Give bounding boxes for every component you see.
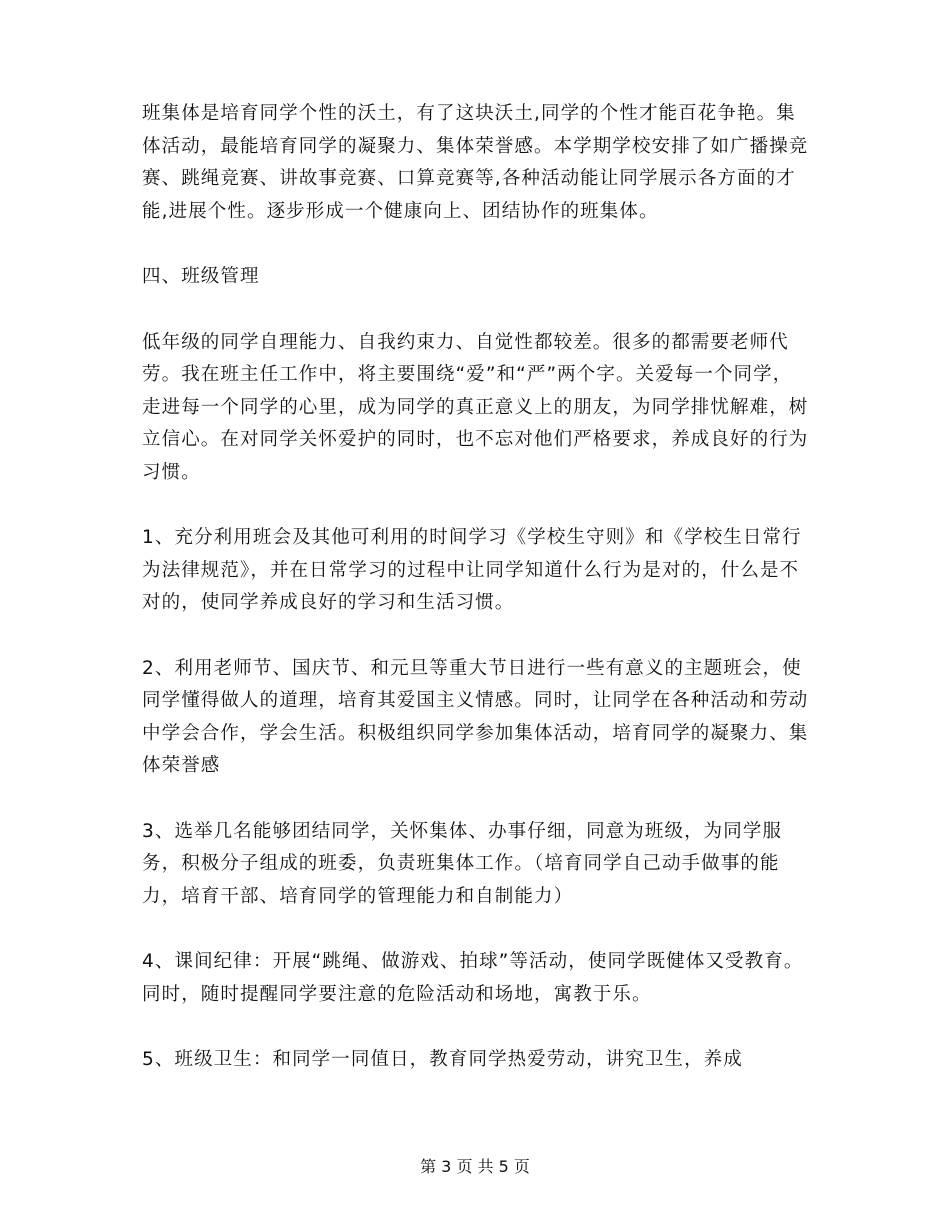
list-item-5: 5、班级卫生：和同学一同值日，教育同学热爱劳动，讲究卫生，养成 — [142, 1049, 743, 1070]
list-item-3: 3、选举几名能够团结同学，关怀集体、办事仔细，同意为班级，为同学服务，积极分子组成的班委，负责班集体工作。（培育同学自己动手做事的能力，培育干部、培育同学的管理能力和自制能力） — [142, 820, 783, 907]
section-heading-class-management: 四、班级管理 — [142, 266, 260, 287]
list-item-4: 4、课间纪律：开展“跳绳、做游戏、拍球”等活动，使同学既健体又受教育。同时，随时提醒同学要注意的危险活动和场地，寓教于乐。 — [142, 951, 804, 1005]
document-body — [142, 98, 810, 1110]
paragraph-love-and-strict: 低年级的同学自理能力、自我约束力、自觉性都较差。很多的都需要老师代劳。我在班主任工作中，将主要围绕“爱”和“严”两个字。关爱每一个同学，走进每一个同学的心里，成为同学的真正意义上的朋友，为同学排忧解难，树立信心。在对同学关怀爱护的同时，也不忘对他们严格要求，养成良好的行为习惯。 — [142, 331, 809, 483]
list-item-2: 2、利用老师节、国庆节、和元旦等重大节日进行一些有意义的主题班会，使同学懂得做人的道理，培育其爱国主义情感。同时，让同学在各种活动和劳动中学会合作，学会生活。积极组织同学参加集体活动，培育同学的凝聚力、集体荣誉感 — [142, 657, 809, 776]
page-number-footer: 第 3 页 共 5 页 — [420, 1157, 530, 1176]
list-item-1: 1、充分利用班会及其他可利用的时间学习《学校生守则》和《学校生日常行为法律规范》，并在日常学习的过程中让同学知道什么行为是对的，什么是不对的，使同学养成良好的学习和生活习惯。 — [142, 527, 802, 613]
paragraph-class-collective: 班集体是培育同学个性的沃土，有了这块沃土,同学的个性才能百花争艳。集体活动，最能培育同学的凝聚力、集体荣誉感。本学期学校安排了如广播操竞赛、跳绳竞赛、讲故事竞赛、口算竞赛等,各种活动能让同学展示各方面的才能,进展个性。逐步形成一个健康向上、团结协作的班集体。 — [142, 103, 809, 222]
